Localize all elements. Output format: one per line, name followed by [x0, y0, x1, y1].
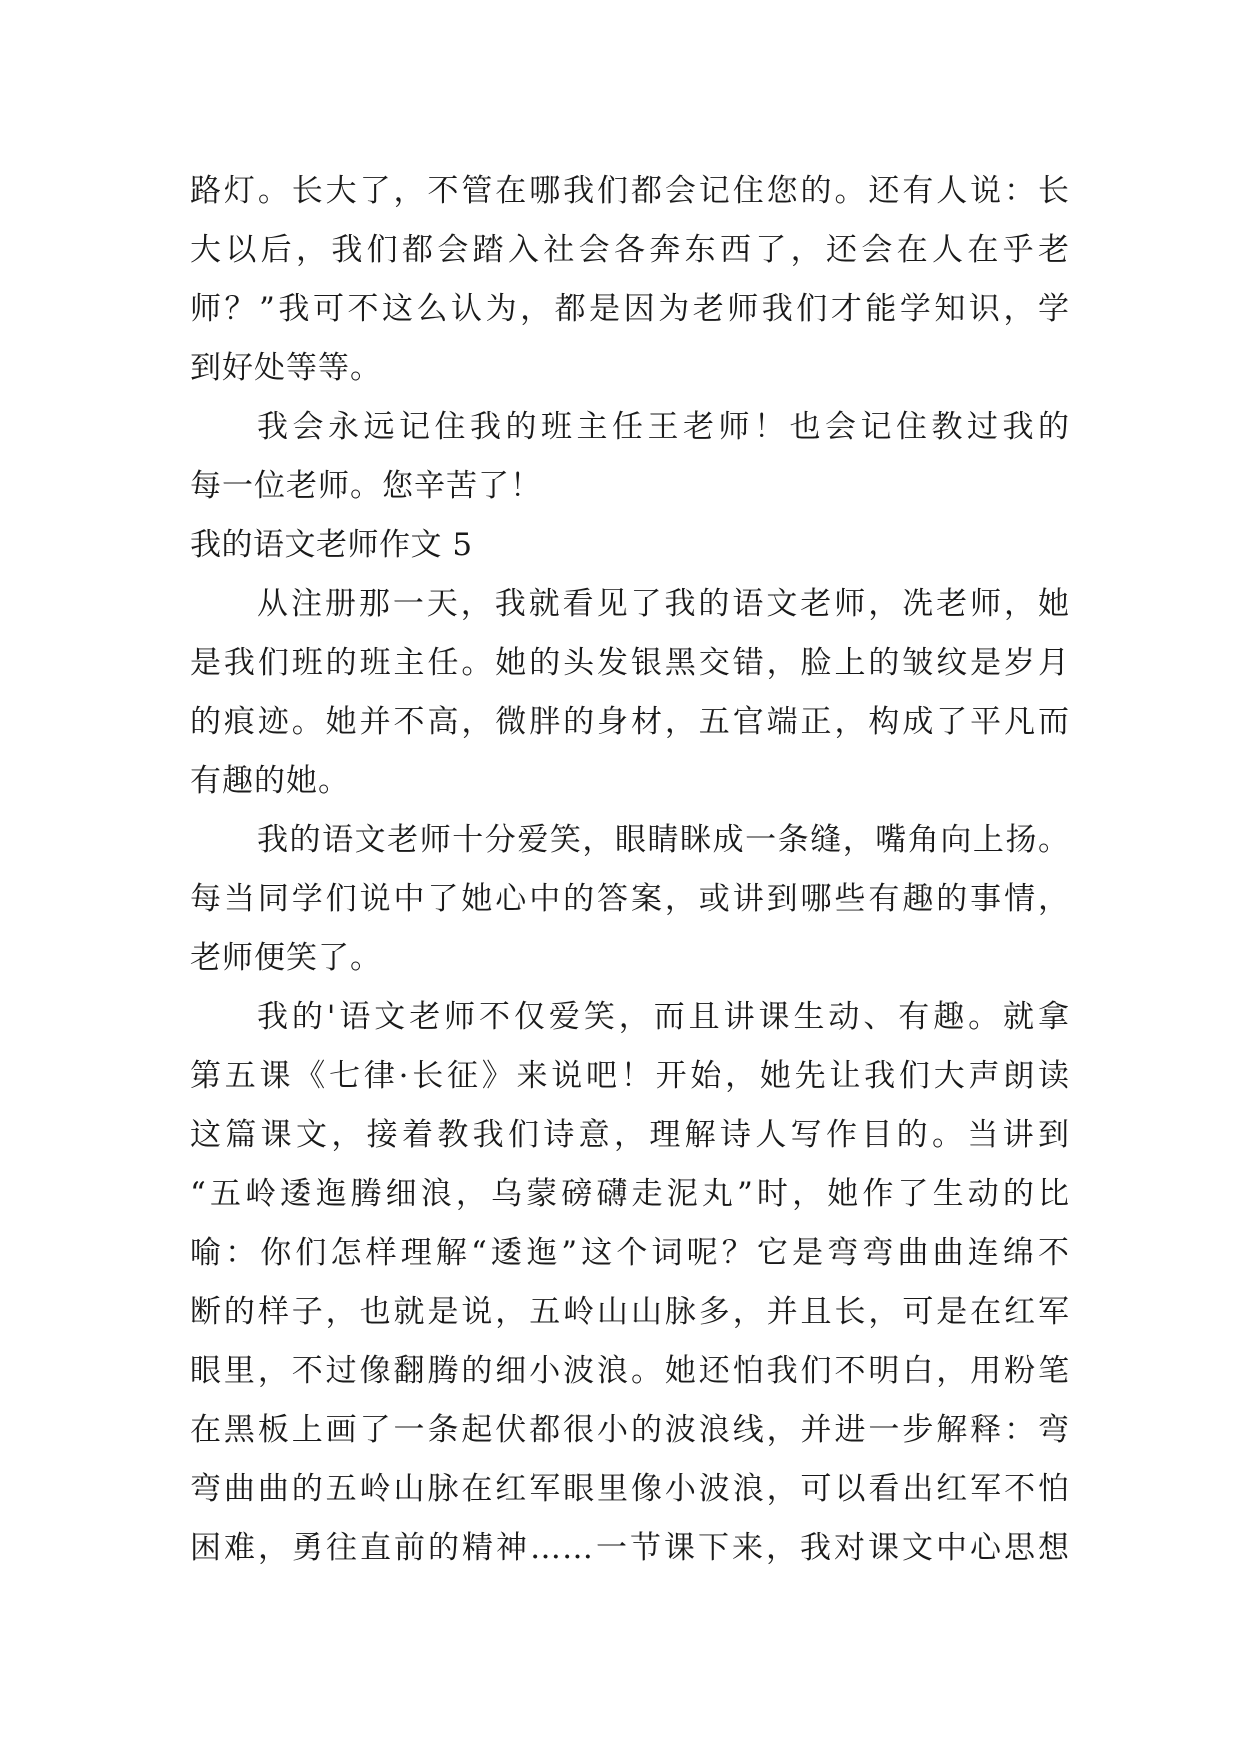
text-line: 到好处等等。 — [190, 350, 382, 386]
text-line: 路灯。长大了，不管在哪我们都会记住您的。还有人说：长 — [190, 173, 1070, 209]
text-line: 有趣的她。 — [190, 763, 350, 799]
document-body — [190, 162, 1070, 1578]
text-line: 我的'语文老师不仅爱笑，而且讲课生动、有趣。就拿 — [257, 999, 1070, 1035]
text-line: 喻：你们怎样理解“逶迤”这个词呢？它是弯弯曲曲连绵不 — [190, 1235, 1070, 1271]
text-line: 眼里，不过像翻腾的细小波浪。她还怕我们不明白，用粉笔 — [190, 1353, 1070, 1389]
section-heading: 我的语文老师作文 5 — [190, 527, 473, 563]
text-line: 困难，勇往直前的精神……一节课下来，我对课文中心思想 — [190, 1530, 1070, 1566]
text-line: 的痕迹。她并不高，微胖的身材，五官端正，构成了平凡而 — [190, 704, 1070, 740]
text-line: 弯曲曲的五岭山脉在红军眼里像小波浪，可以看出红军不怕 — [190, 1471, 1070, 1507]
text-line: 老师便笑了。 — [190, 940, 382, 976]
text-line: 我的语文老师十分爱笑，眼睛眯成一条缝，嘴角向上扬。 — [257, 822, 1070, 858]
text-line: 大以后，我们都会踏入社会各奔东西了，还会在人在乎老 — [190, 232, 1070, 268]
text-line: 我会永远记住我的班主任王老师！也会记住教过我的 — [257, 409, 1070, 445]
text-line: “五岭逶迤腾细浪，乌蒙磅礴走泥丸”时，她作了生动的比 — [190, 1176, 1070, 1212]
text-line: 第五课《七律·长征》来说吧！开始，她先让我们大声朗读 — [190, 1058, 1070, 1094]
text-line: 每当同学们说中了她心中的答案，或讲到哪些有趣的事情， — [190, 881, 1070, 917]
text-line: 每一位老师。您辛苦了！ — [190, 468, 542, 504]
text-line: 师？”我可不这么认为，都是因为老师我们才能学知识，学 — [190, 291, 1070, 327]
text-line: 在黑板上画了一条起伏都很小的波浪线，并进一步解释：弯 — [190, 1412, 1070, 1448]
text-line: 是我们班的班主任。她的头发银黑交错，脸上的皱纹是岁月 — [190, 645, 1070, 681]
text-line: 断的样子，也就是说，五岭山山脉多，并且长，可是在红军 — [190, 1294, 1070, 1330]
text-line: 这篇课文，接着教我们诗意，理解诗人写作目的。当讲到 — [190, 1117, 1070, 1153]
text-line: 从注册那一天，我就看见了我的语文老师，冼老师，她 — [257, 586, 1070, 622]
